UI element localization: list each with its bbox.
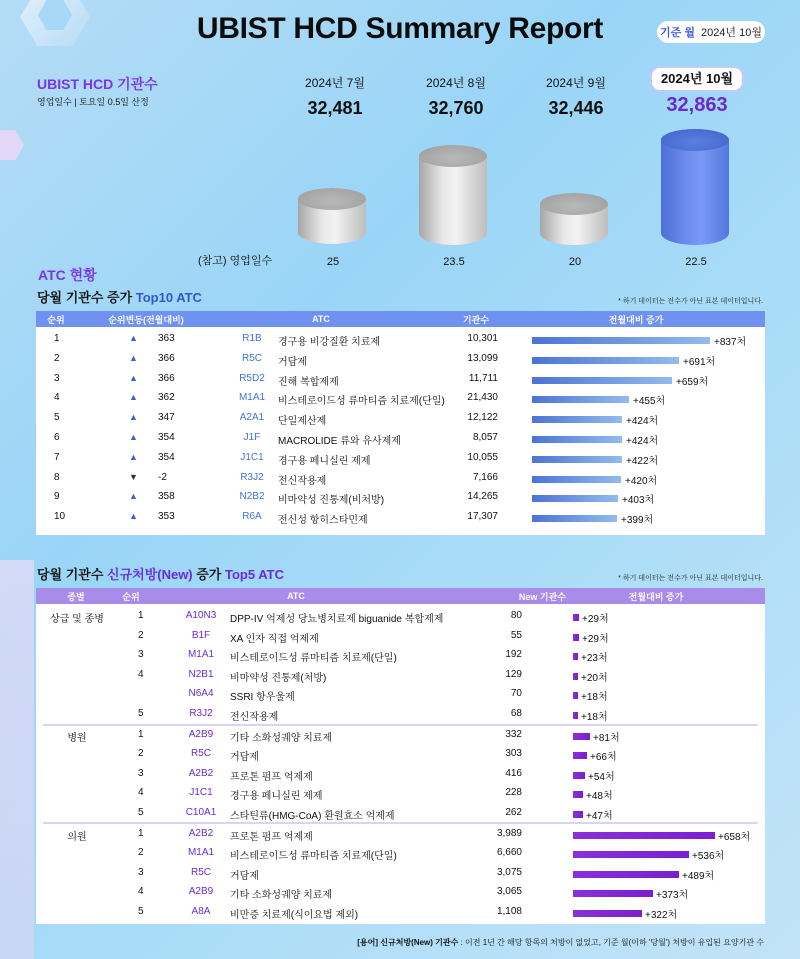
top10-title-prefix: 당월 기관수 증가 [37,290,136,305]
footer-term-note [357,937,764,948]
table-row [36,626,765,646]
increase-value: +373처 [656,890,689,902]
new-institution-count: 1,108 [496,906,522,917]
month-value: 32,446 [548,98,604,118]
rank: 5 [138,807,144,818]
rank: 4 [138,668,144,680]
institution-count: 11,711 [468,372,498,384]
increase-bar [573,614,579,621]
rank: 1 [138,610,144,621]
increase-bar [573,673,578,680]
rank: 7 [54,451,60,463]
table-row [36,468,765,488]
rank: 3 [54,372,60,384]
new-institution-count: 416 [505,767,522,779]
new-institution-count: 262 [505,807,522,818]
month-kpi-current [637,68,757,117]
atc-section-title: ATC 현황 [38,267,97,283]
atc-name: 비마약성 진통제(처방) [230,672,327,684]
top5-title-mid: 증가 [192,567,225,582]
triangle-up-icon: ▲ [129,491,138,502]
increase-value: +18처 [581,692,608,704]
atc-name: 거담제 [230,752,259,764]
business-days-value: 23.5 [443,256,465,268]
atc-name: 거담제 [230,870,259,882]
col-type: 종별 [67,591,85,602]
atc-code: A2B2 [188,767,214,779]
increase-bar [573,692,578,699]
atc-name: 비스테로이드성 류마티즘 치료제(단일) [230,653,397,665]
month-value: 32,481 [307,98,363,118]
rank: 4 [138,886,144,898]
col-atc: ATC [287,591,305,601]
top5-new-title [37,564,284,583]
month-label: 2024년 9월 [546,76,606,90]
atc-name: 경구용 페니실린 제제 [230,791,323,803]
rank: 2 [54,352,60,364]
institution-count: 21,430 [467,392,498,404]
new-institution-count: 3,075 [496,866,522,878]
rank: 1 [138,728,144,740]
increase-bar [532,436,622,443]
col-new-count: New 기관수 [518,591,566,602]
kpi-subtitle: 영업일수 | 토요일 0.5일 산정 [37,97,149,107]
new-institution-count: 3,065 [496,886,522,898]
rank: 9 [54,491,60,503]
atc-code: R5C [190,748,211,760]
footer-term-label: [용어] 신규처방(New) 기관수 [357,938,459,947]
triangle-up-icon: ▲ [129,372,138,383]
footer-term-desc: : 이전 1년 간 해당 항목의 처방이 없었고, 기준 월(이하 '당월') 처방이 유입된 요양기관 수 [458,938,764,947]
bar-cylinder-aug [419,145,487,245]
atc-name: 비만증 치료제(식이요법 제외) [230,910,359,921]
increase-bar [573,851,689,858]
increase-value: +658처 [718,831,751,843]
table-row [36,824,765,844]
table-row [36,428,765,448]
col-increase: 전월대비 증가 [608,314,664,325]
institution-count: 8,057 [472,432,498,443]
table-row [36,487,765,507]
atc-code: A10N3 [185,610,217,621]
table-row [36,725,765,745]
col-rank: 순위 [47,314,65,325]
increase-bar [573,871,679,878]
rank-change: 362 [158,392,175,404]
increase-value: +29처 [582,633,609,645]
rank: 5 [138,708,144,719]
month-label: 2024년 7월 [305,76,365,90]
atc-name: 프로톤 펌프 억제제 [230,771,313,783]
rank-change: 358 [158,491,175,503]
col-count: 기관수 [462,314,490,325]
rank: 1 [138,827,144,839]
increase-bar [573,712,578,719]
table-row [36,704,765,724]
top5-title-highlight-new: 신규처방(New) [107,567,193,582]
rank: 2 [138,748,144,760]
atc-name: SSRI 항우울제 [230,692,295,704]
bar-cylinder-jul [298,188,366,244]
atc-code: A2B9 [188,728,214,740]
top10-atc-table [36,311,765,535]
table-row [36,764,765,784]
base-month-badge [657,21,765,43]
increase-bar [532,416,622,423]
triangle-up-icon: ▲ [129,392,138,403]
bar-cylinder-sep [540,193,608,245]
rank: 10 [54,511,66,523]
institution-type: 병원 [67,732,87,744]
atc-code: C10A1 [185,807,217,818]
rank: 2 [138,847,144,859]
page-title: UBIST HCD Summary Report [196,12,604,45]
increase-value: +837처 [714,337,747,348]
increase-value: +403처 [622,495,655,507]
atc-code: B1F [191,629,211,641]
atc-name: XA 인자 직접 억제제 [230,633,319,645]
month-label: 2024년 8월 [426,76,486,90]
new-institution-count: 228 [505,787,522,799]
rank: 4 [54,392,60,404]
new-institution-count: 80 [510,610,522,621]
increase-value: +691처 [683,356,716,368]
new-institution-count: 332 [505,728,522,740]
increase-value: +322처 [645,910,678,921]
increase-bar [573,791,583,798]
atc-name: 프로톤 펌프 억제제 [230,831,313,843]
business-days-label: (참고) 영업일수 [198,255,273,267]
table-row [36,902,765,922]
increase-bar [573,752,587,759]
institution-count: 10,301 [467,333,498,344]
triangle-up-icon: ▲ [129,333,138,343]
rank-change: 366 [158,352,175,364]
atc-code: R3J2 [189,708,213,719]
increase-bar [573,910,642,917]
triangle-down-icon: ▼ [129,471,138,482]
table-row [36,684,765,704]
rank-change: 347 [158,412,175,424]
month-value-current: 32,863 [666,94,728,116]
new-institution-count: 129 [505,668,522,680]
increase-bar [573,733,590,740]
atc-code: N2B2 [239,491,265,503]
increase-value: +422처 [626,455,659,467]
rank: 8 [54,471,60,483]
increase-value: +424처 [626,436,659,447]
table-row [36,329,765,349]
atc-code: R3J2 [240,471,264,483]
increase-bar [573,811,583,818]
top5-title-highlight: Top5 ATC [224,567,284,582]
increase-value: +18처 [581,712,608,723]
business-days-value: 25 [326,256,340,268]
atc-name: 거담제 [278,356,307,368]
atc-code: A8A [191,906,211,917]
col-atc: ATC [312,314,330,324]
rank: 3 [138,649,144,661]
triangle-up-icon: ▲ [129,432,138,442]
table-row [36,349,765,369]
atc-code: A2A1 [239,412,265,424]
increase-value: +48처 [586,791,613,803]
new-institution-count: 3,989 [496,827,522,839]
month-value: 32,760 [428,98,484,118]
atc-code: R5D2 [239,372,265,384]
top10-title-highlight: Top10 ATC [135,290,202,305]
col-rank: 순위 [122,591,140,602]
table-row [36,369,765,389]
col-rank-change: 순위변동(전월대비) [108,314,184,325]
rank: 6 [54,432,60,443]
institution-count: 12,122 [467,412,498,424]
triangle-up-icon: ▲ [129,511,138,522]
table-header [36,588,765,604]
increase-value: +81처 [593,732,620,744]
rank: 3 [138,767,144,779]
institution-type: 의원 [67,831,87,843]
atc-name: 전신성 항히스타민제 [278,515,368,527]
decorative-hexagon-small [0,130,24,160]
increase-bar [573,772,585,779]
increase-bar [532,337,710,344]
month-kpi [275,74,395,119]
rank-change: 353 [158,511,175,523]
atc-name: 비스테로이드성 류마티즘 치료제(단일) [230,851,397,863]
table-row [36,744,765,764]
increase-bar [532,377,672,384]
month-kpi [396,74,516,119]
increase-value: +399처 [621,515,654,527]
atc-name: 경구용 페니실린 제제 [278,455,371,467]
atc-name: 경구용 비강질환 치료제 [278,337,381,348]
atc-name: 기타 소화성궤양 치료제 [230,732,333,744]
institution-type: 상급 및 종병 [50,614,104,625]
atc-name: 전신작용제 [230,712,279,723]
top10-title [37,287,202,306]
business-days-value: 22.5 [685,256,707,268]
institution-count: 13,099 [467,352,498,364]
rank: 5 [54,412,60,424]
atc-code: J1C1 [189,787,213,799]
month-kpi [516,74,636,119]
kpi-title: UBIST HCD 기관수 [37,76,158,92]
atc-code: M1A1 [238,392,266,404]
increase-value: +47처 [586,811,613,822]
increase-bar [573,832,715,839]
institution-count: 17,307 [467,511,498,523]
top5-new-atc-table [36,588,765,924]
increase-bar [573,890,653,897]
increase-value: +424처 [626,416,659,428]
increase-value: +54처 [588,771,615,783]
atc-name: 전신작용제 [278,475,327,487]
new-institution-count: 192 [505,649,522,661]
increase-value: +420처 [625,475,658,487]
atc-name: 비마약성 진통제(비처방) [278,495,385,507]
increase-value: +29처 [582,614,609,625]
atc-code: A2B9 [188,886,214,898]
increase-bar [573,653,578,660]
atc-code: M1A1 [187,649,215,661]
atc-code: N2B1 [188,668,214,680]
table-row [36,507,765,527]
triangle-up-icon: ▲ [129,352,138,363]
increase-value: +23처 [581,653,608,665]
top5-title-prefix: 당월 기관수 [37,567,108,582]
triangle-up-icon: ▲ [129,412,138,423]
atc-code: M1A1 [187,847,215,859]
group-divider [43,822,758,824]
atc-name: DPP-IV 억제성 당뇨병치료제 biguanide 복합제제 [230,614,444,625]
new-institution-count: 303 [505,748,522,760]
rank: 1 [54,333,60,344]
increase-value: +536처 [692,851,725,863]
new-institution-count: 70 [510,688,522,700]
rank-change: 363 [158,333,175,344]
decorative-band [0,560,34,959]
rank-change: 354 [158,451,175,463]
new-institution-count: 68 [510,708,522,719]
increase-value: +455처 [633,396,666,408]
bar-cylinder-oct [661,129,729,245]
group-divider [43,724,758,726]
increase-bar [532,515,617,522]
triangle-up-icon: ▲ [129,451,138,462]
institution-count: 7,166 [472,471,498,483]
sample-data-note: * 하기 데이터는 전수가 아닌 표본 데이터입니다. [618,298,763,305]
increase-value: +66처 [590,752,617,764]
atc-code: R1B [242,333,262,344]
base-month-value: 2024년 10월 [700,27,762,39]
atc-name: 진해 복합제제 [278,376,339,388]
atc-code: J1C1 [240,451,264,463]
increase-bar [532,495,618,502]
atc-name: 기타 소화성궤양 치료제 [230,890,333,902]
rank: 2 [138,629,144,641]
atc-code: N6A4 [188,688,214,700]
atc-name: 비스테로이드성 류마티즘 치료제(단일) [278,396,445,408]
atc-code: R6A [242,511,262,523]
table-row [36,408,765,428]
atc-code: R5C [241,352,262,364]
base-month-label: 기준 월 [660,27,695,39]
atc-name: 스타틴류(HMG-CoA) 환원효소 억제제 [230,811,395,822]
table-row [36,665,765,685]
rank: 4 [138,787,144,799]
table-row [36,645,765,665]
table-row [36,448,765,468]
increase-bar [532,357,679,364]
atc-code: A2B2 [188,827,214,839]
table-row [36,388,765,408]
table-header [36,311,765,327]
rank-change: 354 [158,432,175,443]
institution-count: 10,055 [467,451,498,463]
increase-value: +20처 [581,672,608,684]
atc-name: MACROLIDE 류와 유사제제 [278,436,401,447]
rank-change: 366 [158,372,175,384]
new-institution-count: 55 [510,629,522,641]
institution-count: 14,265 [467,491,498,503]
rank: 5 [138,906,144,917]
increase-bar [532,456,622,463]
atc-name: 단일제산제 [278,416,327,428]
table-row [36,882,765,902]
sample-data-note: * 하기 데이터는 전수가 아닌 표본 데이터입니다. [618,575,763,582]
increase-bar [532,396,629,403]
atc-code: J1F [243,432,261,443]
month-label-current: 2024년 10월 [652,68,742,90]
table-row [36,863,765,883]
table-row [36,606,765,626]
table-row [36,783,765,803]
rank: 3 [138,866,144,878]
increase-bar [532,476,621,483]
table-row [36,843,765,863]
col-increase: 전월대비 증가 [628,591,684,602]
business-days-value: 20 [568,256,582,268]
new-institution-count: 6,660 [496,847,522,859]
increase-value: +489처 [682,870,715,882]
atc-code: R5C [190,866,211,878]
table-row [36,803,765,823]
increase-bar [573,634,579,641]
increase-value: +659처 [676,376,709,388]
rank-change: -2 [158,471,167,483]
